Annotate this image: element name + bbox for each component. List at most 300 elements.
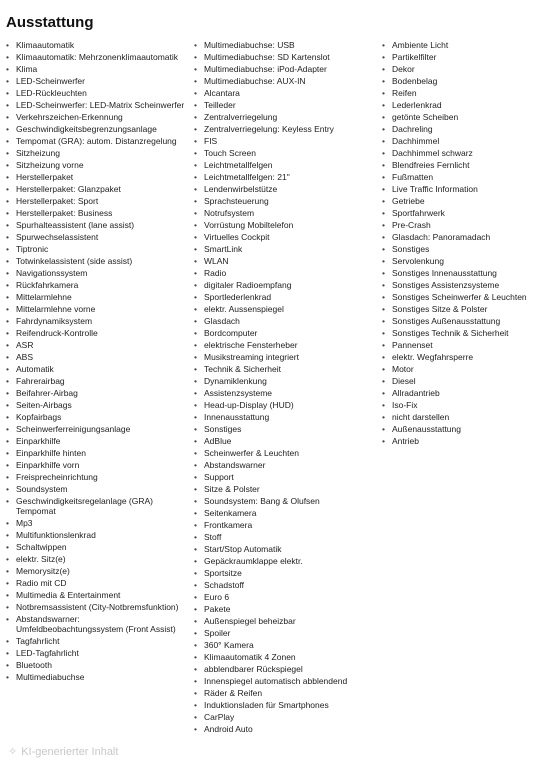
equipment-item-label: Diesel — [392, 376, 416, 386]
equipment-item-label: Partikelfilter — [392, 52, 437, 62]
bullet-icon: • — [194, 508, 197, 518]
equipment-item — [6, 76, 186, 86]
bullet-icon: • — [194, 532, 197, 542]
equipment-item-label: Start/Stop Automatik — [204, 544, 282, 554]
equipment-item — [6, 316, 186, 326]
equipment-item-label: Tagfahrlicht — [16, 636, 60, 646]
equipment-item-label: Vorrüstung Mobiltelefon — [204, 220, 294, 230]
equipment-item-label: Sonstiges Innenausstattung — [392, 268, 497, 278]
equipment-item-label: Mittelarmlehne — [16, 292, 72, 302]
equipment-item-label: Assistenzsysteme — [204, 388, 273, 398]
bullet-icon: • — [382, 232, 385, 242]
bullet-icon: • — [194, 496, 197, 506]
equipment-item-label: LED-Tagfahrlicht — [16, 648, 79, 658]
ai-generated-label: KI-generierter Inhalt — [21, 745, 119, 758]
equipment-item — [6, 352, 186, 362]
equipment-item-label: Bluetooth — [16, 660, 52, 670]
equipment-item-label: Herstellerpaket — [16, 172, 74, 182]
bullet-icon: • — [382, 436, 385, 446]
equipment-item-label: Navigationssystem — [16, 268, 88, 278]
bullet-icon: • — [194, 520, 197, 530]
bullet-icon: • — [382, 172, 385, 182]
bullet-icon: • — [382, 388, 385, 398]
bullet-icon: • — [382, 208, 385, 218]
equipment-item — [6, 208, 186, 218]
equipment-item — [6, 256, 186, 266]
equipment-item — [6, 196, 186, 206]
equipment-item — [382, 436, 534, 446]
bullet-icon: • — [6, 388, 9, 398]
bullet-icon: • — [382, 148, 385, 158]
equipment-item — [194, 688, 380, 698]
equipment-item — [382, 304, 534, 314]
equipment-item — [194, 148, 380, 158]
equipment-item-label: Sonstiges Sitze & Polster — [392, 304, 488, 314]
equipment-item — [6, 100, 186, 110]
equipment-item — [194, 592, 380, 602]
equipment-item-label: CarPlay — [204, 712, 235, 722]
equipment-item-label: Sitze & Polster — [204, 484, 260, 494]
equipment-item — [382, 292, 534, 302]
equipment-item — [194, 100, 380, 110]
bullet-icon: • — [382, 76, 385, 86]
equipment-item — [6, 484, 186, 494]
bullet-icon: • — [194, 580, 197, 590]
bullet-icon: • — [6, 124, 9, 134]
equipment-item — [194, 376, 380, 386]
bullet-icon: • — [382, 220, 385, 230]
bullet-icon: • — [6, 232, 9, 242]
equipment-item-label: Lendenwirbelstütze — [204, 184, 278, 194]
equipment-item-label: Teilleder — [204, 100, 236, 110]
equipment-item-label: Ambiente Licht — [392, 40, 449, 50]
equipment-item-label: Dynamiklenkung — [204, 376, 267, 386]
equipment-item-label: Leichtmetallfelgen: 21" — [204, 172, 290, 182]
bullet-icon: • — [382, 328, 385, 338]
equipment-item-label: Sportsitze — [204, 568, 242, 578]
bullet-icon: • — [194, 88, 197, 98]
equipment-item — [194, 412, 380, 422]
equipment-item — [6, 460, 186, 470]
equipment-item — [6, 340, 186, 350]
bullet-icon: • — [194, 340, 197, 350]
equipment-item-label: Gepäckraumklappe elektr. — [204, 556, 303, 566]
equipment-item — [194, 160, 380, 170]
equipment-item — [194, 448, 380, 458]
bullet-icon: • — [194, 208, 197, 218]
bullet-icon: • — [6, 518, 9, 528]
bullet-icon: • — [382, 340, 385, 350]
equipment-item-label: LED-Scheinwerfer: LED-Matrix Scheinwerfer — [16, 100, 185, 110]
equipment-item-label: Beifahrer-Airbag — [16, 388, 78, 398]
bullet-icon: • — [6, 364, 9, 374]
bullet-icon: • — [382, 64, 385, 74]
equipment-item-label: Reifen — [392, 88, 417, 98]
equipment-item — [194, 532, 380, 542]
bullet-icon: • — [382, 400, 385, 410]
bullet-icon: • — [382, 88, 385, 98]
equipment-item-label: Soundsystem — [16, 484, 68, 494]
equipment-item-label: Frontkamera — [204, 520, 253, 530]
equipment-item-label: Automatik — [16, 364, 54, 374]
bullet-icon: • — [6, 88, 9, 98]
equipment-item — [382, 100, 534, 110]
equipment-item-label: WLAN — [204, 256, 229, 266]
bullet-icon: • — [194, 352, 197, 362]
bullet-icon: • — [6, 208, 9, 218]
equipment-item — [6, 436, 186, 446]
equipment-item-label: Soundsystem: Bang & Olufsen — [204, 496, 320, 506]
equipment-item-label: Mittelarmlehne vorne — [16, 304, 96, 314]
equipment-item — [194, 580, 380, 590]
equipment-item — [382, 220, 534, 230]
equipment-item — [6, 400, 186, 410]
equipment-item — [194, 208, 380, 218]
bullet-icon: • — [6, 112, 9, 122]
equipment-item — [194, 568, 380, 578]
bullet-icon: • — [6, 412, 9, 422]
equipment-item-label: ASR — [16, 340, 34, 350]
equipment-item-label: Spoiler — [204, 628, 231, 638]
bullet-icon: • — [194, 376, 197, 386]
equipment-item-label: Einparkhilfe vorn — [16, 460, 80, 470]
equipment-item — [194, 112, 380, 122]
equipment-item — [6, 292, 186, 302]
equipment-item — [6, 268, 186, 278]
bullet-icon: • — [382, 304, 385, 314]
equipment-item-label: 360° Kamera — [204, 640, 254, 650]
equipment-item — [194, 508, 380, 518]
equipment-item — [6, 136, 186, 146]
bullet-icon: • — [6, 268, 9, 278]
bullet-icon: • — [6, 52, 9, 62]
equipment-item-label: Abstandswarner: Umfeldbeobachtungssystem (Front Assist) — [16, 614, 176, 634]
bullet-icon: • — [382, 196, 385, 206]
equipment-item-label: elektrische Fensterheber — [204, 340, 298, 350]
bullet-icon: • — [6, 436, 9, 446]
equipment-item-label: Schaltwippen — [16, 542, 67, 552]
equipment-item-label: Pre-Crash — [392, 220, 431, 230]
bullet-icon: • — [194, 604, 197, 614]
equipment-item — [6, 160, 186, 170]
bullet-icon: • — [6, 148, 9, 158]
equipment-item-label: Fußmatten — [392, 172, 434, 182]
equipment-item-label: Bordcomputer — [204, 328, 258, 338]
bullet-icon: • — [194, 616, 197, 626]
equipment-item-label: Musikstreaming integriert — [204, 352, 299, 362]
equipment-item-label: SmartLink — [204, 244, 243, 254]
equipment-item-label: Klimaautomatik: Mehrzonenklimaautomatik — [16, 52, 179, 62]
equipment-item — [6, 578, 186, 588]
equipment-item — [194, 352, 380, 362]
equipment-item-label: Euro 6 — [204, 592, 230, 602]
equipment-item-label: Dachreling — [392, 124, 433, 134]
bullet-icon: • — [194, 712, 197, 722]
bullet-icon: • — [382, 292, 385, 302]
equipment-item — [194, 400, 380, 410]
bullet-icon: • — [382, 136, 385, 146]
page-title: Ausstattung — [6, 14, 94, 31]
equipment-item-label: Räder & Reifen — [204, 688, 263, 698]
equipment-item-label: Head-up-Display (HUD) — [204, 400, 294, 410]
equipment-item-label: Sportlederlenkrad — [204, 292, 272, 302]
bullet-icon: • — [6, 648, 9, 658]
equipment-item-label: Radio — [204, 268, 227, 278]
equipment-item — [194, 40, 380, 50]
bullet-icon: • — [194, 160, 197, 170]
equipment-item-label: abblendbarer Rückspiegel — [204, 664, 303, 674]
bullet-icon: • — [194, 628, 197, 638]
equipment-item-label: Abstandswarner — [204, 460, 266, 470]
equipment-item — [194, 460, 380, 470]
bullet-icon: • — [6, 496, 9, 506]
bullet-icon: • — [194, 136, 197, 146]
bullet-icon: • — [382, 364, 385, 374]
bullet-icon: • — [194, 400, 197, 410]
bullet-icon: • — [382, 100, 385, 110]
equipment-item-label: Sonstiges Scheinwerfer & Leuchten — [392, 292, 527, 302]
equipment-item — [194, 628, 380, 638]
equipment-item — [382, 184, 534, 194]
equipment-item-label: Stoff — [204, 532, 222, 542]
bullet-icon: • — [194, 688, 197, 698]
bullet-icon: • — [194, 256, 197, 266]
equipment-item — [6, 636, 186, 646]
bullet-icon: • — [194, 268, 197, 278]
bullet-icon: • — [194, 544, 197, 554]
equipment-item-label: Android Auto — [204, 724, 253, 734]
equipment-item-label: Allradantrieb — [392, 388, 440, 398]
bullet-icon: • — [6, 590, 9, 600]
bullet-icon: • — [194, 460, 197, 470]
equipment-item — [194, 388, 380, 398]
equipment-item — [6, 52, 186, 62]
equipment-item — [6, 220, 186, 230]
equipment-item-label: Technik & Sicherheit — [204, 364, 282, 374]
bullet-icon: • — [194, 100, 197, 110]
equipment-item — [382, 256, 534, 266]
equipment-item — [194, 136, 380, 146]
equipment-item-label: Multimediabuchse: AUX-IN — [204, 76, 306, 86]
bullet-icon: • — [194, 76, 197, 86]
bullet-icon: • — [194, 232, 197, 242]
equipment-item-label: Motor — [392, 364, 414, 374]
equipment-item — [382, 196, 534, 206]
equipment-item-label: Innenausstattung — [204, 412, 270, 422]
equipment-item-label: Live Traffic Information — [392, 184, 478, 194]
bullet-icon: • — [194, 304, 197, 314]
bullet-icon: • — [382, 52, 385, 62]
bullet-icon: • — [382, 112, 385, 122]
bullet-icon: • — [194, 472, 197, 482]
equipment-item — [194, 724, 380, 734]
equipment-item — [6, 244, 186, 254]
equipment-column-2 — [194, 40, 380, 736]
bullet-icon: • — [382, 280, 385, 290]
bullet-icon: • — [6, 160, 9, 170]
equipment-item — [382, 40, 534, 50]
equipment-item-label: LED-Scheinwerfer — [16, 76, 85, 86]
equipment-item — [194, 280, 380, 290]
equipment-item-label: Dekor — [392, 64, 415, 74]
equipment-item-label: Tiptronic — [16, 244, 49, 254]
equipment-item-label: Notrufsystem — [204, 208, 255, 218]
equipment-item-label: Dachhimmel schwarz — [392, 148, 473, 158]
equipment-item-label: Spurwechselassistent — [16, 232, 99, 242]
bullet-icon: • — [194, 676, 197, 686]
bullet-icon: • — [194, 388, 197, 398]
bullet-icon: • — [194, 64, 197, 74]
bullet-icon: • — [6, 256, 9, 266]
equipment-item — [6, 304, 186, 314]
bullet-icon: • — [6, 172, 9, 182]
equipment-item — [194, 436, 380, 446]
equipment-item — [6, 412, 186, 422]
bullet-icon: • — [194, 664, 197, 674]
equipment-item — [382, 268, 534, 278]
equipment-item-label: Multifunktionslenkrad — [16, 530, 96, 540]
equipment-item — [194, 76, 380, 86]
bullet-icon: • — [6, 280, 9, 290]
equipment-item-label: Sonstiges Technik & Sicherheit — [392, 328, 509, 338]
bullet-icon: • — [194, 148, 197, 158]
bullet-icon: • — [194, 724, 197, 734]
bullet-icon: • — [382, 124, 385, 134]
equipment-item-label: Sitzheizung vorne — [16, 160, 84, 170]
bullet-icon: • — [6, 530, 9, 540]
equipment-item — [6, 376, 186, 386]
equipment-item — [6, 648, 186, 658]
equipment-item — [194, 184, 380, 194]
equipment-item-label: AdBlue — [204, 436, 232, 446]
equipment-item — [6, 184, 186, 194]
bullet-icon: • — [6, 136, 9, 146]
equipment-item-label: Antrieb — [392, 436, 419, 446]
equipment-item — [382, 244, 534, 254]
equipment-item-label: Induktionsladen für Smartphones — [204, 700, 329, 710]
equipment-item-label: Radio mit CD — [16, 578, 67, 588]
bullet-icon: • — [382, 424, 385, 434]
equipment-item — [6, 614, 186, 634]
bullet-icon: • — [194, 568, 197, 578]
equipment-item-label: Multimediabuchse: SD Kartenslot — [204, 52, 330, 62]
equipment-item — [6, 566, 186, 576]
bullet-icon: • — [6, 602, 9, 612]
equipment-item-label: Glasdach: Panoramadach — [392, 232, 491, 242]
equipment-item — [6, 232, 186, 242]
bullet-icon: • — [6, 64, 9, 74]
bullet-icon: • — [194, 448, 197, 458]
bullet-icon: • — [6, 304, 9, 314]
equipment-item-label: Freisprecheinrichtung — [16, 472, 98, 482]
bullet-icon: • — [6, 672, 9, 682]
bullet-icon: • — [6, 448, 9, 458]
equipment-item — [6, 328, 186, 338]
equipment-item — [382, 88, 534, 98]
bullet-icon: • — [194, 172, 197, 182]
bullet-icon: • — [6, 244, 9, 254]
equipment-item-label: Geschwindigkeitsregelanlage (GRA) Tempomat — [16, 496, 154, 516]
equipment-item-label: Klimaautomatik 4 Zonen — [204, 652, 296, 662]
equipment-item — [194, 712, 380, 722]
equipment-item — [194, 88, 380, 98]
equipment-item-label: Servolenkung — [392, 256, 444, 266]
equipment-item — [382, 328, 534, 338]
bullet-icon: • — [194, 316, 197, 326]
equipment-item-label: Sprachsteuerung — [204, 196, 269, 206]
bullet-icon: • — [194, 220, 197, 230]
bullet-icon: • — [194, 52, 197, 62]
equipment-item — [6, 124, 186, 134]
equipment-item — [382, 124, 534, 134]
equipment-item-label: Einparkhilfe hinten — [16, 448, 86, 458]
bullet-icon: • — [6, 484, 9, 494]
bullet-icon: • — [382, 412, 385, 422]
equipment-item-label: Notbremsassistent (City-Notbremsfunktion) — [16, 602, 179, 612]
equipment-item-label: Rückfahrkamera — [16, 280, 79, 290]
equipment-item — [194, 424, 380, 434]
equipment-item-label: Sonstiges — [204, 424, 242, 434]
equipment-item — [6, 148, 186, 158]
equipment-item-label: Schadstoff — [204, 580, 245, 590]
equipment-item — [6, 112, 186, 122]
equipment-item — [194, 484, 380, 494]
equipment-item-label: Scheinwerferreinigungsanlage — [16, 424, 131, 434]
equipment-item-label: Totwinkelassistent (side assist) — [16, 256, 133, 266]
equipment-item — [194, 328, 380, 338]
bullet-icon: • — [194, 652, 197, 662]
bullet-icon: • — [6, 196, 9, 206]
equipment-item-label: elektr. Wegfahrsperre — [392, 352, 474, 362]
bullet-icon: • — [194, 292, 197, 302]
equipment-item — [6, 88, 186, 98]
equipment-item-label: Pannenset — [392, 340, 433, 350]
equipment-item-label: Bodenbelag — [392, 76, 438, 86]
equipment-item-label: Außenspiegel beheizbar — [204, 616, 296, 626]
equipment-item-label: Virtuelles Cockpit — [204, 232, 270, 242]
equipment-item-label: Seiten-Airbags — [16, 400, 72, 410]
bullet-icon: • — [6, 542, 9, 552]
bullet-icon: • — [194, 364, 197, 374]
bullet-icon: • — [194, 124, 197, 134]
equipment-item — [194, 664, 380, 674]
equipment-item-label: Mp3 — [16, 518, 33, 528]
equipment-item-label: Spurhalteassistent (lane assist) — [16, 220, 135, 230]
equipment-column-1 — [6, 40, 186, 684]
equipment-item-label: getönte Scheiben — [392, 112, 459, 122]
bullet-icon: • — [6, 578, 9, 588]
bullet-icon: • — [6, 472, 9, 482]
equipment-item-label: Scheinwerfer & Leuchten — [204, 448, 299, 458]
bullet-icon: • — [6, 460, 9, 470]
equipment-item — [382, 340, 534, 350]
bullet-icon: • — [6, 292, 9, 302]
sparkle-icon: ✧ — [8, 746, 18, 758]
equipment-item-label: Zentralverriegelung — [204, 112, 278, 122]
equipment-item-label: Außenausstattung — [392, 424, 461, 434]
equipment-item — [6, 40, 186, 50]
bullet-icon: • — [194, 484, 197, 494]
bullet-icon: • — [6, 400, 9, 410]
equipment-item — [6, 424, 186, 434]
bullet-icon: • — [194, 424, 197, 434]
equipment-item — [194, 364, 380, 374]
equipment-item-label: Fahrerairbag — [16, 376, 65, 386]
bullet-icon: • — [194, 436, 197, 446]
equipment-item-label: Einparkhilfe — [16, 436, 61, 446]
bullet-icon: • — [6, 554, 9, 564]
equipment-item — [382, 112, 534, 122]
